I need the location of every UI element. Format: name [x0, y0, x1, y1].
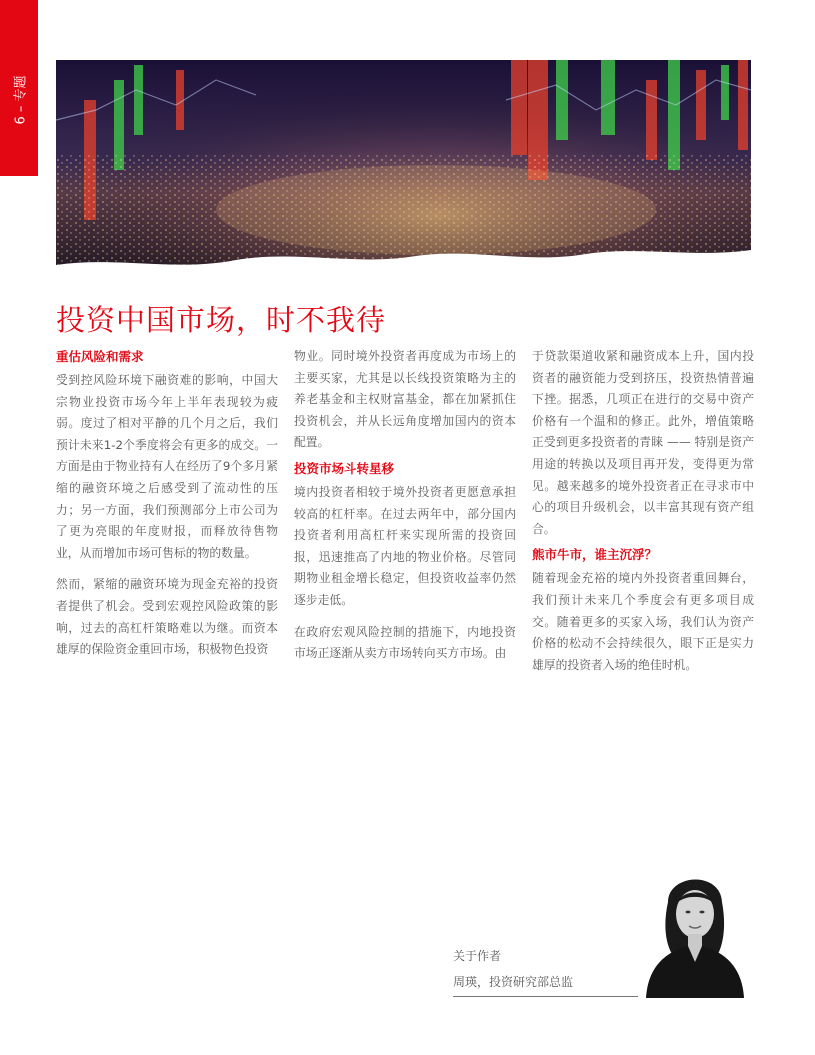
author-heading: 关于作者	[453, 949, 502, 963]
article-column-2	[294, 346, 516, 675]
article-column-1	[56, 346, 278, 671]
section-tab-label: 6 – 专题	[13, 75, 29, 125]
paragraph: 随着现金充裕的境内外投资者重回舞台，我们预计未来几个季度会有更多项目成交。随着更多的买家入场，我们认为资产价格的松动不会持续很久，眼下正是实力雄厚的投资者入场的绝佳时机。	[532, 571, 754, 672]
page-title: 投资中国市场，时不我待	[56, 303, 387, 337]
hero-image	[56, 60, 751, 282]
paragraph: 然而，紧缩的融资环境为现金充裕的投资者提供了机会。受到宏观控风险政策的影响，过去的高杠杆策略难以为继。而资本雄厚的保险资金重回市场，积极物色投资	[56, 577, 278, 657]
author-name-title: 周瑛，投资研究部总监	[453, 975, 574, 989]
section-heading: 投资市场斗转星移	[294, 460, 395, 476]
section-heading: 重估风险和需求	[56, 349, 144, 364]
article-column-3	[532, 346, 754, 686]
paragraph: 受到控风险环境下融资难的影响，中国大宗物业投资市场今年上半年表现较为疲弱。度过了相对平静的几个月之后，我们预计未来1-2个季度将会有更多的成交。一方面是由于物业持有人在经历了9个多月紧缩的融资环境之后感受到了流动性的压力；另一方面，我们预测部分上市公司为了更为亮眼的年度财报，而释放待售物业，从而增加市场可售标的物的数量。	[56, 373, 278, 560]
paragraph: 境内投资者相较于境外投资者更愿意承担较高的杠杆率。在过去两年中，部分国内投资者利用高杠杆来实现所需的投资回报，迅速推高了内地的物业价格。尽管同期物业租金增长稳定，但投资收益率仍然逐步走低。	[294, 484, 516, 607]
city-stock-chart-image	[56, 60, 751, 282]
author-info	[453, 945, 573, 993]
paragraph: 于贷款渠道收紧和融资成本上升，国内投资者的融资能力受到挤压，投资热情普遍下挫。据悉，几项正在进行的交易中资产价格有一个温和的修正。此外，增值策略正受到更多投资者的青睐 —— 特别是资产用途的转换以及项目再开发，变得更为常见。越来越多的境外投资者正在寻求市中心的项目升级机会，以丰富其现有资产组合。	[532, 349, 754, 536]
section-heading: 熊市牛市，谁主沉浮？	[532, 547, 658, 563]
paragraph: 物业。同时境外投资者再度成为市场上的主要买家，尤其是以长线投资策略为主的养老基金和主权财富基金，都在加紧抓住投资机会，并从长远角度增加国内的资本配置。	[294, 349, 516, 450]
paragraph: 在政府宏观风险控制的措施下，内地投资市场正逐渐从卖方市场转向买方市场。由	[294, 624, 516, 661]
author-photo-icon	[638, 862, 750, 998]
section-tab	[0, 0, 38, 176]
author-portrait	[638, 862, 750, 998]
